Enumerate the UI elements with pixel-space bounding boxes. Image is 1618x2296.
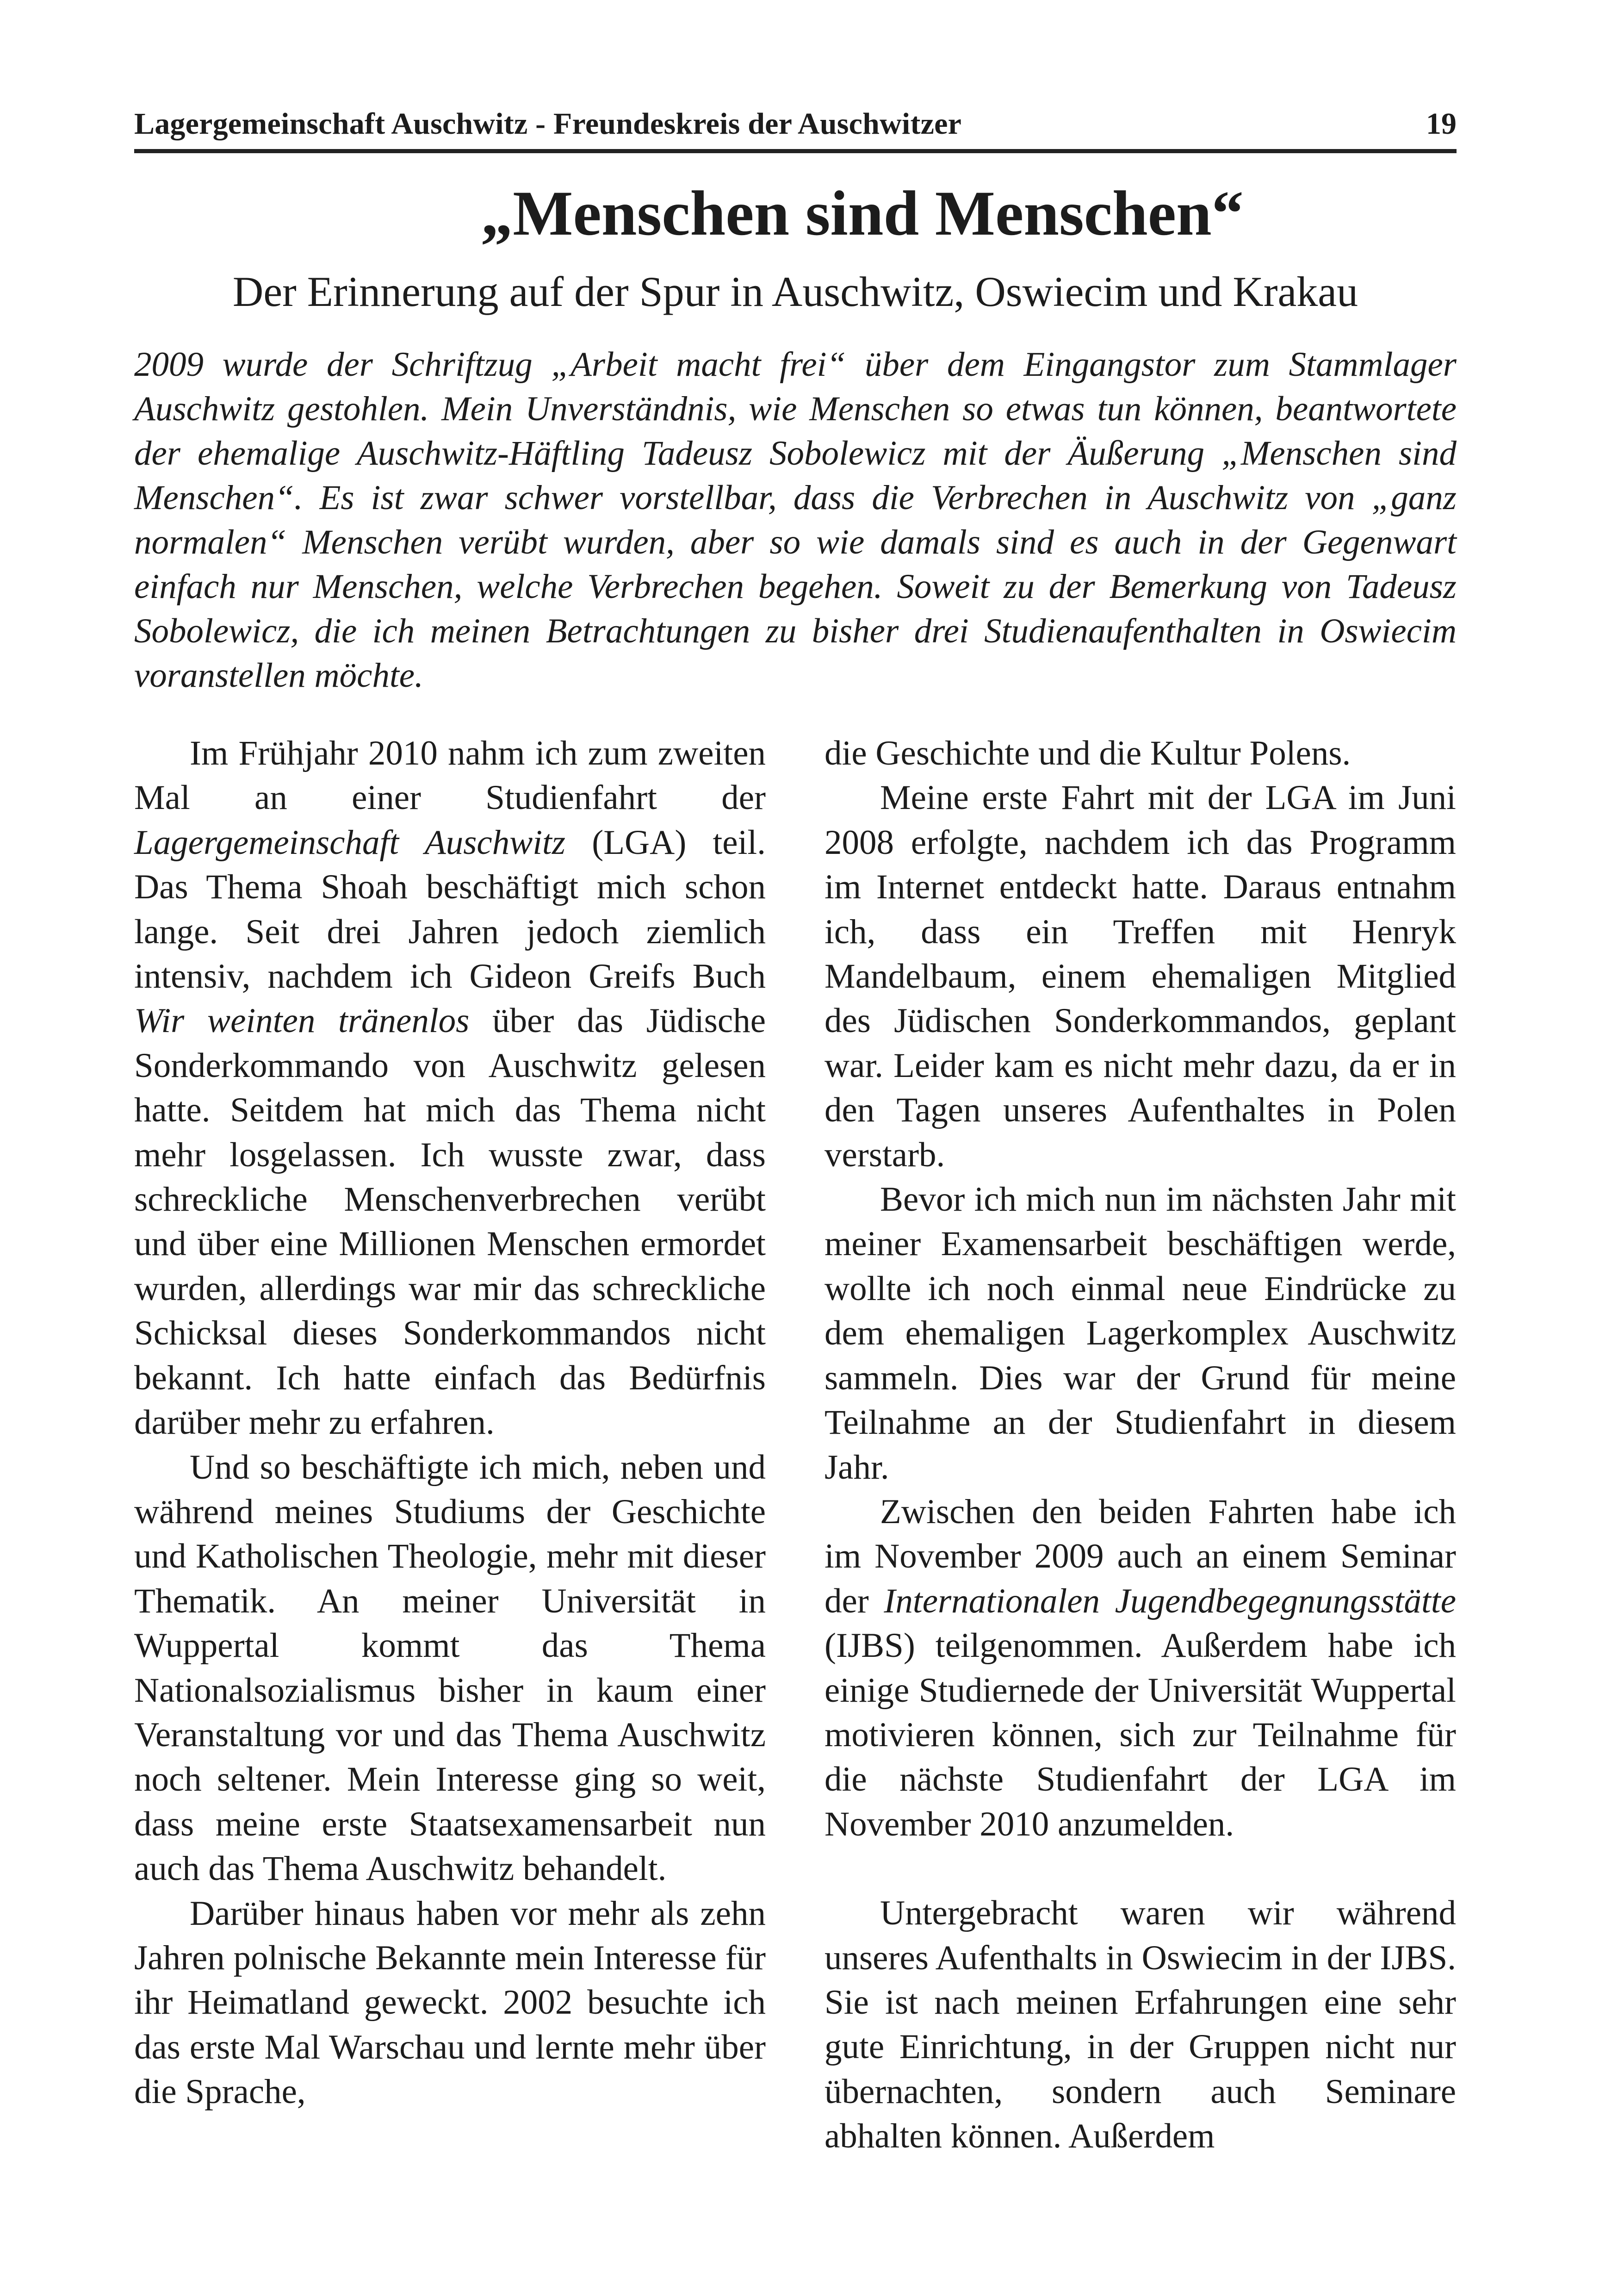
body-paragraph: Meine erste Fahrt mit der LGA im Juni 2008 erfolgte, nachdem ich das Programm im Internet entdeckt hatte. Daraus entnahm ich, dass ein Treffen mit Henryk Mandelbaum, einem ehemaligen Mitglied des Jüdischen Sonderkommandos, geplant war. Leider kam es nicht mehr dazu, da er in den Tagen unseres Aufenthaltes in Polen verstarb. bbox=[824, 778, 1456, 1174]
body-paragraph-continued: die Geschichte und die Kultur Polens. bbox=[824, 734, 1351, 772]
article-title: „Menschen sind Menschen“ bbox=[481, 178, 1244, 249]
text-run: Zwischen den beiden Fahrten habe ich im November 2009 auch an einem Seminar der bbox=[824, 1492, 1456, 1620]
text-run: (IJBS) teilgenommen. Außerdem habe ich einige Studiernede der Universität Wuppertal motivieren können, sich zur Teilnahme für die nächste Studienfahrt der LGA im November 2010 anzumelden. bbox=[824, 1626, 1456, 1843]
body-paragraph: Bevor ich mich nun im nächsten Jahr mit meiner Examensarbeit beschäftigen werde, wollte ich noch einmal neue Eindrücke zu dem ehemaligen Lagerkomplex Auschwitz sammeln. Dies war der Grund für meine Teilnahme an der Studienfahrt in diesem Jahr. bbox=[824, 1180, 1456, 1487]
text-run: (LGA) teil. Das Thema Shoah beschäftigt mich schon lange. Seit drei Jahren jedoch ziemlich intensiv, nachdem ich Gideon Greifs Buch bbox=[134, 823, 766, 996]
body-paragraph bbox=[134, 731, 766, 1445]
running-header bbox=[134, 103, 1457, 153]
organization-name: Internationalen Jugendbegegnungsstätte bbox=[884, 1581, 1456, 1620]
body-paragraph: Und so beschäftigte ich mich, neben und während meines Studiums der Geschichte und Katholischen Theologie, mehr mit dieser Thematik. An meiner Universität in Wuppertal kommt das Thema Nationalsozialismus bisher in kaum einer Veranstaltung vor und das Thema Auschwitz noch seltener. Mein Interesse ging so weit, dass meine erste Staatsexamensarbeit nun auch das Thema Auschwitz behandelt. bbox=[134, 1448, 766, 1888]
page-number: 19 bbox=[1426, 107, 1457, 141]
body-paragraph: Darüber hinaus haben vor mehr als zehn Jahren polnische Bekannte mein Interesse für ihr Heimatland geweckt. 2002 besuchte ich das erste Mal Warschau und lernte mehr über die Sprache, bbox=[134, 1894, 766, 2111]
text-run: Im Frühjahr 2010 nahm ich zum zweiten Mal an einer Studienfahrt der bbox=[134, 734, 766, 817]
article-intro: 2009 wurde der Schriftzug „Arbeit macht frei“ über dem Eingangstor zum Stammlager Auschwitz gestohlen. Mein Unverständnis, wie Menschen so etwas tun können, beantwortete der ehemalige Auschwitz-Häftling Tadeusz Sobolewicz mit der Äußerung „Menschen sind Menschen“. Es ist zwar schwer vorstellbar, dass die Verbrechen in Auschwitz von „ganz normalen“ Menschen verübt wurden, aber so wie damals sind es auch in der Gegenwart einfach nur Menschen, welche Verbrechen begehen. Soweit zu der Bemerkung von Tadeusz Sobolewicz, die ich meinen Betrachtungen zu bisher drei Studienaufenthalten in Oswiecim voranstellen möchte. bbox=[134, 345, 1457, 695]
text-column-right bbox=[824, 731, 1456, 2159]
header-title: Lagergemeinschaft Auschwitz - Freundeskreis der Auschwitzer bbox=[134, 107, 962, 141]
book-title: Wir weinten tränenlos bbox=[134, 1002, 470, 1040]
article-subtitle: Der Erinnerung auf der Spur in Auschwitz, Oswiecim und Krakau bbox=[232, 268, 1358, 315]
text-run: über das Jüdische Sonderkommando von Auschwitz gelesen hatte. Seitdem hat mich das Thema nicht mehr losgelassen. Ich wusste zwar, dass schreckliche Menschenverbrechen verübt und über eine Millionen Menschen ermordet wurden, allerdings war mir das schreckliche Schicksal dieses Sonderkommandos nicht bekannt. Ich hatte einfach das Bedürfnis darüber mehr zu erfahren. bbox=[134, 1002, 766, 1442]
organization-name: Lagergemeinschaft Auschwitz bbox=[134, 823, 566, 862]
body-paragraph bbox=[824, 1490, 1456, 1847]
text-column-left bbox=[134, 731, 766, 2115]
body-paragraph: Untergebracht waren wir während unseres Aufenthalts in Oswiecim in der IJBS. Sie ist nach meinen Erfahrungen eine sehr gute Einrichtung, in der Gruppen nicht nur übernachten, sondern auch Seminare abhalten können. Außerdem bbox=[824, 1894, 1456, 2156]
